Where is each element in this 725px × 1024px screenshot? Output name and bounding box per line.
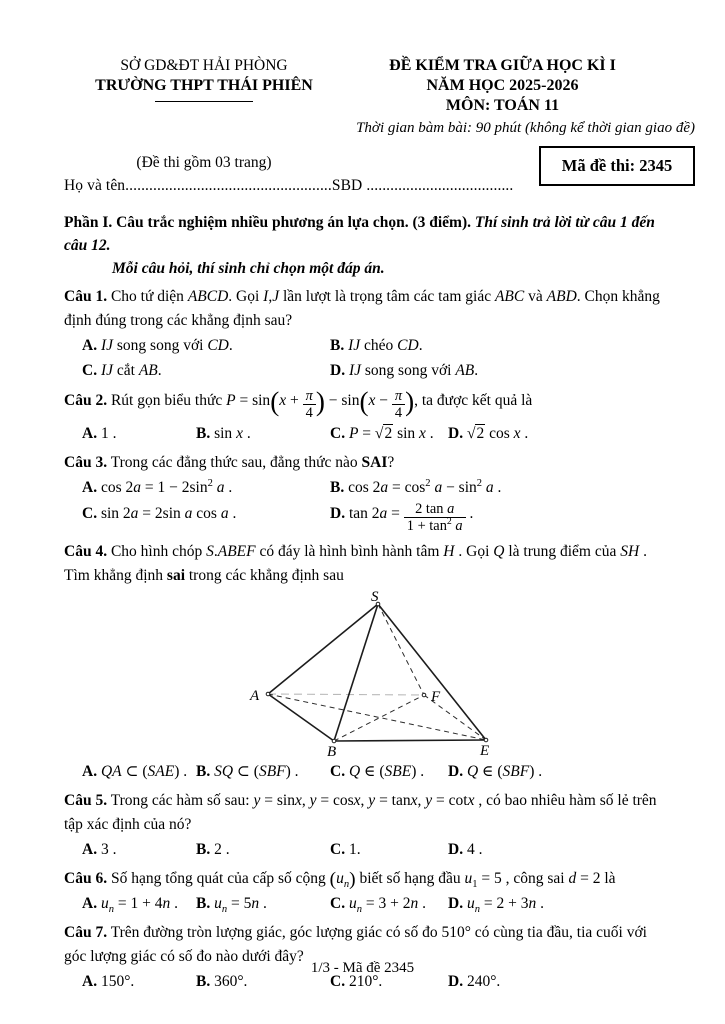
question-4-text: Cho hình chóp S.ABEF có đáy là hình bình hành tâm H . Gọi Q là trung điểm của SH . Tìm khẳng định sai trong các khẳng định sau — [64, 542, 647, 584]
question-5-text: Trong các hàm số sau: y = sinx, y = cosx, y = tanx, y = cotx , có bao nhiêu hàm số lẻ trên tập xác định của nó? — [64, 791, 657, 833]
option-key: D. — [330, 362, 346, 379]
option-C — [82, 359, 330, 383]
school-year: NĂM HỌC 2025-2026 — [426, 77, 579, 94]
option-key: C. — [330, 894, 346, 912]
vertex-E — [484, 738, 488, 742]
option-text: 1 . — [100, 425, 117, 443]
option-key: D. — [448, 425, 464, 443]
option-text: tan 2a = $\frac{\text{2 tan a}}{1 + \tan^2 a}$ . — [348, 501, 474, 535]
edge-AB — [268, 694, 334, 741]
option-key: A. — [82, 840, 98, 858]
exam-title: ĐỀ KIỂM TRA GIỮA HỌC KÌ I — [389, 57, 616, 74]
question-1-text: Cho tứ diện ABCD. Gọi I,J lần lượt là trọng tâm các tam giác ABC và ABD. Chọn khẳng định đúng trong các khẳng định sau? — [64, 288, 660, 329]
question-7-label: Câu 7. — [64, 923, 108, 941]
diagonal-BF — [334, 695, 424, 741]
option-text: IJ song song với CD. — [100, 337, 233, 354]
question-4-stem — [64, 540, 661, 588]
option-text: $\cos 2a = \cos^2 a - \sin^2 a$ . — [348, 478, 502, 497]
option-D — [330, 359, 661, 383]
option-D — [448, 838, 661, 862]
question-2 — [64, 388, 661, 446]
duration-note: Thời gian bàm bài: 90 phút (không kể thời gian giao đề) — [356, 120, 695, 136]
vertex-label-e: E — [480, 742, 490, 758]
name-label: Họ và tên — [64, 177, 126, 194]
option-key: D. — [448, 894, 464, 912]
option-key: B. — [196, 762, 211, 780]
option-text: 240°. — [466, 972, 501, 990]
part1-heading-line1 — [64, 211, 661, 257]
option-C — [330, 422, 448, 446]
option-text: $u_n = 3 + 2n$ . — [348, 894, 426, 915]
option-key: C. — [330, 840, 346, 858]
option-key: A. — [82, 762, 98, 780]
option-B — [330, 476, 661, 500]
question-1-label: Câu 1. — [64, 288, 108, 305]
pyramid-figure — [240, 590, 510, 758]
question-1 — [64, 285, 661, 383]
option-key: B. — [196, 972, 211, 990]
question-4 — [64, 540, 661, 784]
option-key: B. — [330, 479, 345, 497]
question-3-options-row1 — [64, 476, 661, 500]
option-key: C. — [330, 762, 346, 780]
option-key: A. — [82, 972, 98, 990]
edge-SE — [378, 604, 486, 740]
option-C — [330, 892, 448, 916]
exam-code-box: Mã đề thi: 2345 — [539, 146, 695, 186]
option-key: A. — [82, 337, 98, 354]
question-3-stem — [64, 451, 661, 475]
vertex-label-b: B — [327, 743, 337, 758]
edge-SF — [378, 604, 424, 695]
question-3-label: Câu 3. — [64, 454, 108, 472]
question-4-label: Câu 4. — [64, 542, 108, 560]
option-A — [82, 334, 330, 358]
header-left-block — [64, 56, 344, 116]
header-rule — [155, 100, 253, 102]
option-D — [330, 501, 661, 534]
option-D — [448, 892, 661, 916]
option-D — [448, 422, 661, 446]
header-right-block — [344, 56, 661, 116]
option-C — [330, 760, 448, 784]
question-3 — [64, 451, 661, 534]
option-text: P = √2 sin x . — [348, 425, 434, 443]
sbd-dots: ..................................... — [366, 177, 514, 194]
pages-note: (Đề thi gồm 03 trang) — [136, 154, 272, 171]
option-B — [196, 838, 330, 862]
vertex-label-a: A — [250, 687, 260, 704]
vertex-F — [422, 693, 426, 697]
option-text: 150°. — [100, 972, 135, 990]
part1-heading-italic: Thí sinh trả lời từ câu 1 đến câu 12. — [64, 214, 655, 254]
question-4-options — [64, 760, 661, 784]
vertex-label-s: S — [371, 589, 379, 605]
question-2-options — [64, 422, 661, 446]
option-B — [196, 892, 330, 916]
option-D — [448, 760, 661, 784]
option-C — [82, 502, 330, 526]
vertex-label-f: F — [431, 688, 441, 705]
part1-heading-bold: Phần I. Câu trắc nghiệm nhiều phương án lựa chọn. (3 điểm). — [64, 214, 471, 231]
option-key: C. — [330, 972, 346, 990]
option-text: sin 2a = 2sin a cos a . — [100, 505, 237, 523]
option-key: C. — [82, 362, 98, 379]
question-2-label: Câu 2. — [64, 391, 108, 409]
option-text: 360°. — [214, 972, 248, 990]
department-name: SỞ GD&ĐT HẢI PHÒNG — [120, 57, 288, 74]
option-text: Q ∈ (SBF) . — [466, 762, 543, 780]
school-name: TRƯỜNG THPT THÁI PHIÊN — [95, 77, 313, 94]
question-5-options — [64, 838, 661, 862]
option-text: $\cos 2a = 1 - 2\sin^2$ a . — [100, 478, 233, 497]
option-key: B. — [330, 337, 345, 354]
option-text: $u_n = 5n$ . — [214, 894, 267, 915]
part1-heading-line2: Mỗi câu hỏi, thí sinh chỉ chọn một đáp án. — [112, 260, 385, 277]
option-A — [82, 422, 196, 446]
edge-AF — [268, 694, 424, 695]
option-key: D. — [448, 762, 464, 780]
option-B — [330, 334, 661, 358]
option-text: Q ∈ (SBE) . — [348, 762, 425, 780]
option-text: sin x . — [214, 425, 251, 443]
edge-SB — [334, 604, 378, 741]
option-A — [82, 838, 196, 862]
page-header — [64, 56, 661, 116]
option-key: C. — [330, 425, 346, 443]
question-7-text: Trên đường tròn lượng giác, góc lượng giác có số đo 510° có cùng tia đầu, tia cuối với góc lượng giác có số đo nào dưới đây? — [64, 923, 647, 965]
option-text: 2 . — [214, 840, 230, 858]
question-2-text: Rút gọn biểu thức P = sin(x + $\frac{\pi}{4}$ ) − sin(x − $\frac{\pi}{4}$ ), ta được kết quả là — [110, 386, 533, 422]
option-text: IJ cắt AB. — [100, 362, 162, 379]
option-text: IJ chéo CD. — [348, 337, 423, 354]
question-2-stem — [64, 388, 661, 421]
option-key: C. — [82, 505, 98, 523]
option-text: QA ⊂ (SAE) . — [100, 762, 188, 780]
pyramid-svg — [240, 590, 510, 758]
option-A — [82, 476, 330, 500]
vertex-B — [332, 739, 336, 743]
option-text: SQ ⊂ (SBF) . — [214, 762, 299, 780]
question-3-text: Trong các đẳng thức sau, đẳng thức nào SAI? — [110, 454, 395, 472]
option-text: √2 cos x . — [466, 425, 529, 443]
option-text: 1. — [348, 840, 361, 858]
option-B — [196, 422, 330, 446]
question-1-options-row2 — [64, 359, 661, 383]
question-1-options-row1 — [64, 334, 661, 358]
subject-title: MÔN: TOÁN 11 — [445, 97, 560, 114]
sbd-label: SBD — [331, 177, 363, 194]
question-6-label: Câu 6. — [64, 869, 108, 887]
option-text: $u_n = 1 + 4n$ . — [100, 894, 178, 915]
option-A — [82, 760, 196, 784]
option-key: A. — [82, 479, 98, 497]
option-text: 3 . — [100, 840, 117, 858]
option-text: 210°. — [348, 972, 383, 990]
option-text: IJ song song với AB. — [348, 362, 479, 379]
question-7 — [64, 921, 661, 994]
question-6-options — [64, 892, 661, 916]
vertex-A — [266, 692, 270, 696]
option-key: B. — [196, 425, 211, 443]
option-text: 4 . — [466, 840, 483, 858]
question-5 — [64, 789, 661, 862]
name-dots: .................................................... — [125, 177, 332, 194]
part1-heading — [64, 211, 661, 280]
edge-BE — [334, 740, 486, 741]
question-1-stem — [64, 285, 661, 333]
question-5-stem — [64, 789, 661, 837]
page-footer: 1/3 - Mã đề 2345 — [310, 960, 415, 976]
option-key: B. — [196, 840, 211, 858]
option-key: D. — [448, 840, 464, 858]
option-text: $u_n = 2 + 3n$ . — [466, 894, 544, 915]
option-A — [82, 892, 196, 916]
option-key: A. — [82, 894, 98, 912]
option-key: A. — [82, 425, 98, 443]
option-key: D. — [448, 972, 464, 990]
question-6 — [64, 867, 661, 916]
edge-SA — [268, 604, 378, 694]
option-key: D. — [330, 505, 346, 523]
question-3-options-row2 — [64, 501, 661, 534]
question-6-stem — [64, 867, 661, 891]
question-5-label: Câu 5. — [64, 791, 108, 809]
question-6-text: Số hạng tổng quát của cấp số cộng $(u_n)$ biết số hạng đầu $u_1 = 5$ , công sai d = 2 là — [110, 868, 616, 890]
option-key: B. — [196, 894, 211, 912]
option-C — [330, 838, 448, 862]
option-B — [196, 760, 330, 784]
